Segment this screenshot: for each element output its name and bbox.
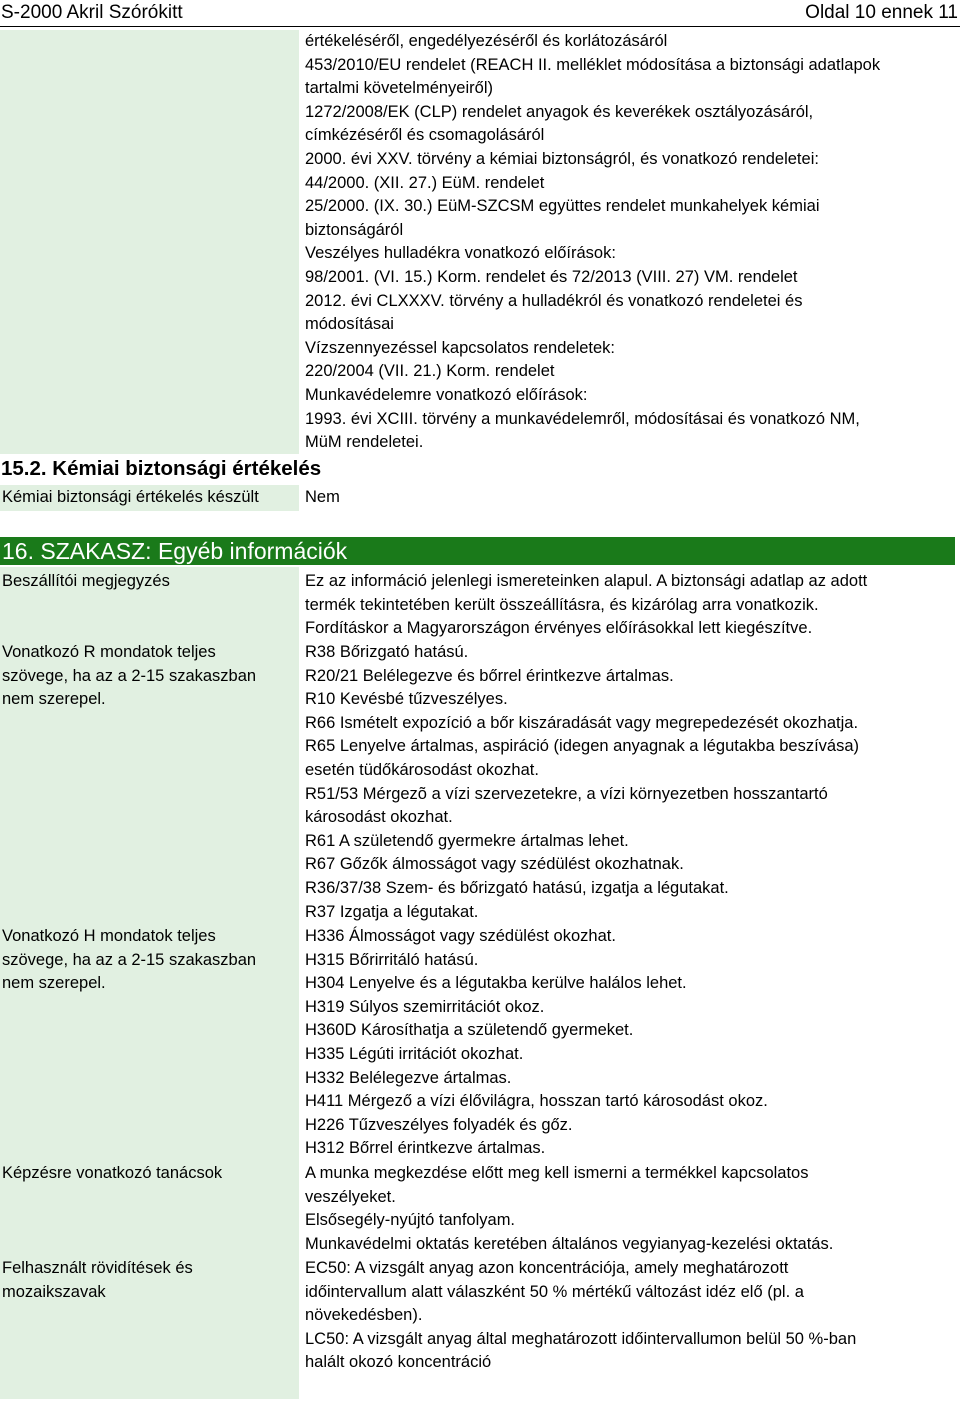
h-phrases-list — [305, 925, 955, 1161]
regulation-line: 1272/2008/EK (CLP) rendelet anyagok és keverékek osztályozásáról, — [305, 102, 814, 121]
r-phrase: R65 Lenyelve ártalmas, aspiráció (idegen anyagnak a légutakba beszívása) — [305, 737, 859, 756]
section15-label-column — [0, 30, 299, 454]
regulation-line: biztonságáról — [305, 220, 404, 239]
r-phrase: R36/37/38 Szem- és bőrizgató hatású, izgatja a légutakat. — [305, 878, 729, 897]
regulation-line: 2000. évi XXV. törvény a kémiai biztonságról, és vonatkozó rendeletei: — [305, 149, 819, 168]
regulation-line: Veszélyes hulladékra vonatkozó előírások: — [305, 244, 616, 263]
abbreviation-line: LC50: A vizsgált anyag által meghatározott időintervallumon belül 50 %-ban — [305, 1329, 857, 1348]
r-phrase: R66 Ismételt expozíció a bőr kiszáradását vagy megrepedezését okozhatja. — [305, 713, 859, 732]
training-line: Munkavédelmi oktatás keretében általános vegyianyag-kezelési oktatás. — [305, 1234, 834, 1253]
supplier-line: termék tekintetében került összeállításra, és kizárólag arra vonatkozik. — [305, 595, 819, 614]
r-phrase: R61 A születendő gyermekre ártalmas lehet. — [305, 831, 629, 850]
r-phrase: R10 Kevésbé tűzveszélyes. — [305, 690, 508, 709]
h-phrase: H312 Bőrrel érintkezve ártalmas. — [305, 1139, 546, 1158]
r-phrases-label: Vonatkozó R mondatok teljes szövege, ha az a 2-15 szakaszban nem szerepel. — [2, 643, 257, 709]
training-line: A munka megkezdése előtt meg kell ismerni a termékkel kapcsolatos — [305, 1164, 809, 1182]
h-phrase: H332 Belélegezve ártalmas. — [305, 1068, 512, 1087]
page-header — [0, 0, 960, 27]
supplier-label: Beszállítói megjegyzés — [2, 572, 170, 590]
r-phrase: esetén tüdőkárosodást okozhat. — [305, 760, 539, 779]
regulation-line: értékeléséről, engedélyezéséről és korlátozásáról — [305, 32, 668, 50]
h-phrase: H226 Tűzveszélyes folyadék és gőz. — [305, 1115, 573, 1134]
regulation-line: 220/2004 (VII. 21.) Korm. rendelet — [305, 362, 555, 381]
r-phrase: R67 Gőzők álmosságot vagy szédülést okozhatnak. — [305, 855, 684, 874]
abbreviations-label: Felhasznált rövidítések és mozaikszavak — [2, 1259, 193, 1301]
regulation-line: 44/2000. (XII. 27.) EüM. rendelet — [305, 173, 545, 192]
h-phrase: H360D Károsíthatja a születendő gyermeket. — [305, 1021, 634, 1040]
regulation-line: tartalmi követelményeiről) — [305, 79, 493, 98]
abbreviation-line: növekedésben). — [305, 1306, 423, 1325]
training-label: Képzésre vonatkozó tanácsok — [2, 1164, 223, 1182]
regulations-list — [305, 30, 955, 455]
regulation-line: 2012. évi CLXXXV. törvény a hulladékról és vonatkozó rendeletei és — [305, 291, 803, 310]
abbreviation-line: EC50: A vizsgált anyag azon koncentrációja, amely meghatározott — [305, 1259, 789, 1277]
training-text — [305, 1162, 955, 1256]
regulation-line: 25/2000. (IX. 30.) EüM-SZCSM együttes rendelet munkahelyek kémiai — [305, 197, 820, 216]
subsection-title: 15.2. Kémiai biztonsági értékelés — [1, 457, 322, 480]
regulation-line: címkézéséről és csomagolásáról — [305, 126, 545, 145]
r-phrases-list — [305, 641, 955, 924]
regulation-line: Vízszennyezéssel kapcsolatos rendeletek: — [305, 338, 616, 357]
r-phrase: R37 Izgatja a légutakat. — [305, 902, 479, 921]
regulation-line: 453/2010/EU rendelet (REACH II. melléklet módosítása a biztonsági adatlapok — [305, 55, 881, 74]
h-phrase: H336 Álmosságot vagy szédülést okozhat. — [305, 927, 616, 945]
csa-value — [305, 486, 955, 510]
h-phrases-label: Vonatkozó H mondatok teljes szövege, ha az a 2-15 szakaszban nem szerepel. — [2, 927, 257, 993]
training-line: Elsősegély-nyújtó tanfolyam. — [305, 1211, 516, 1230]
abbreviation-line: időintervallum alatt válaszként 50 % mértékű változást idéz elő (pl. a — [305, 1282, 804, 1301]
regulation-line: módosításai — [305, 315, 394, 334]
supplier-line: Ez az információ jelenlegi ismereteinken alapul. A biztonsági adatlap az adott — [305, 572, 868, 590]
h-phrase: H411 Mérgező a vízi élővilágra, hosszan tartó károsodást okoz. — [305, 1092, 768, 1111]
regulation-line: Munkavédelemre vonatkozó előírások: — [305, 385, 588, 404]
regulation-line: MüM rendeletei. — [305, 433, 424, 452]
section16-header — [0, 537, 955, 565]
section16-title: 16. SZAKASZ: Egyéb információk — [2, 538, 348, 564]
abbreviation-line: halált okozó koncentráció — [305, 1353, 492, 1372]
abbreviations-text — [305, 1257, 955, 1375]
h-phrase: H319 Súlyos szemirritációt okoz. — [305, 997, 545, 1016]
r-phrase: R51/53 Mérgezõ a vízi szervezetekre, a vízi környezetben hosszantartó — [305, 784, 828, 803]
h-phrase: H315 Bőrirritáló hatású. — [305, 950, 479, 969]
r-phrase: károsodást okozhat. — [305, 808, 453, 827]
r-phrase: R20/21 Belélegezve és bőrrel érintkezve ártalmas. — [305, 666, 674, 685]
regulation-line: 98/2001. (VI. 15.) Korm. rendelet és 72/2013 (VIII. 27) VM. rendelet — [305, 267, 798, 286]
supplier-text — [305, 570, 955, 641]
training-line: veszélyeket. — [305, 1187, 396, 1206]
page-number: Oldal 10 ennek 11 — [805, 2, 958, 23]
h-phrase: H335 Légúti irritációt okozhat. — [305, 1044, 524, 1063]
csa-label: Kémiai biztonsági értékelés készült — [2, 488, 259, 506]
csa-value-text: Nem — [305, 488, 340, 506]
supplier-line: Fordításkor a Magyarországon érvényes előírásokkal lett kiegészítve. — [305, 619, 813, 638]
h-phrase: H304 Lenyelve és a légutakba kerülve halálos lehet. — [305, 974, 687, 993]
regulation-line: 1993. évi XCIII. törvény a munkavédelemről, módosításai és vonatkozó NM, — [305, 409, 860, 428]
document-title: S-2000 Akril Szórókitt — [1, 2, 183, 23]
r-phrase: R38 Bőrizgató hatású. — [305, 643, 469, 661]
